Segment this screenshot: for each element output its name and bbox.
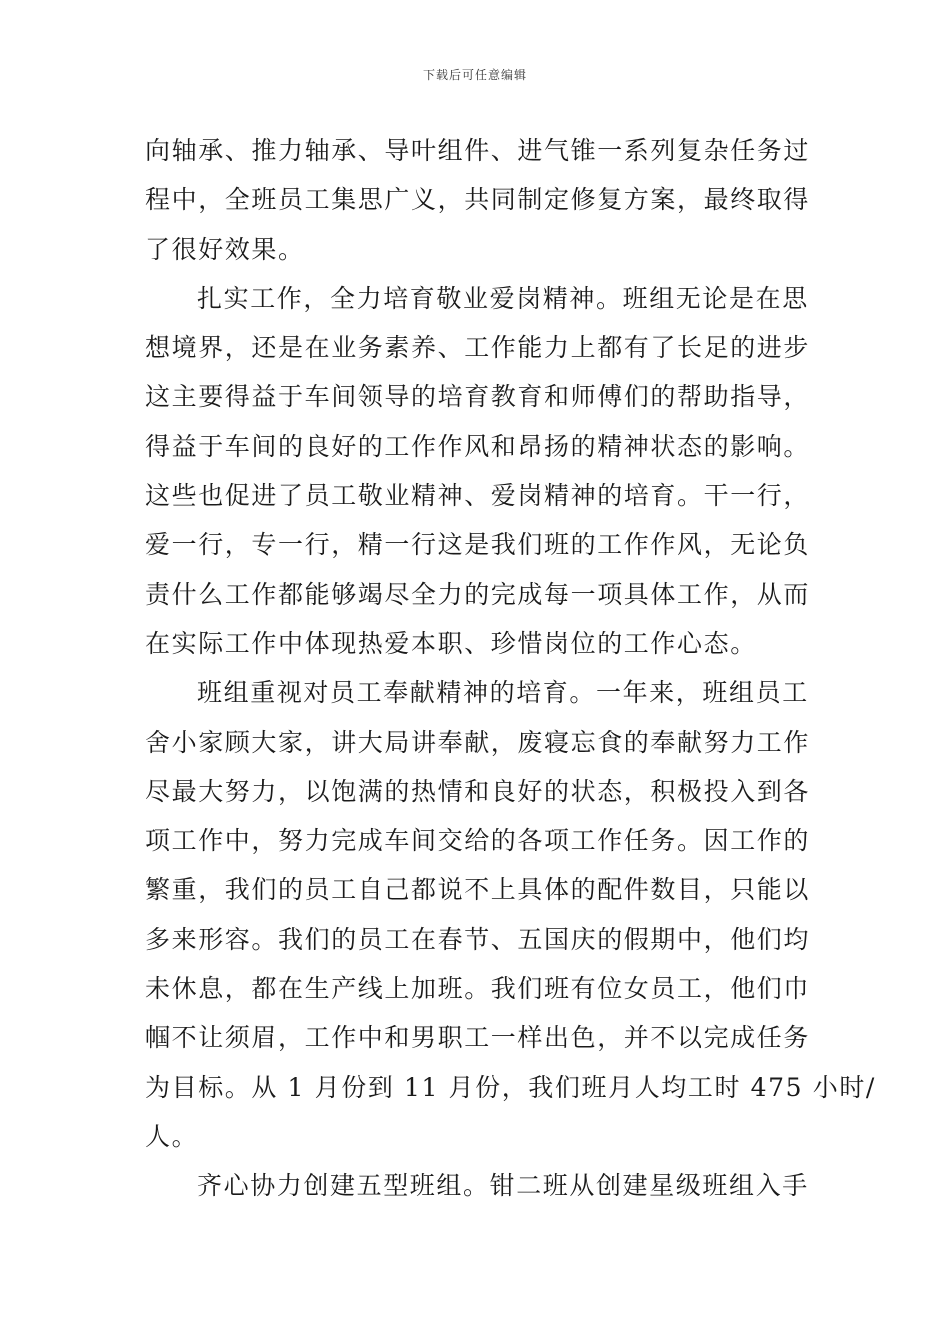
text-line: 班组重视对员工奉献精神的培育。一年来，班组员工 xyxy=(197,678,809,708)
text-line: 繁重，我们的员工自己都说不上具体的配件数目，只能以 xyxy=(145,875,811,905)
text-line: 程中，全班员工集思广义，共同制定修复方案，最终取得 xyxy=(145,185,811,215)
text-line: 齐心协力创建五型班组。钳二班从创建星级班组入手 xyxy=(197,1171,809,1201)
text-line: 想境界，还是在业务素养、工作能力上都有了长足的进步 xyxy=(145,333,811,363)
text-line: 为目标。从 1 月份到 11 月份，我们班月人均工时 475 小时/ xyxy=(145,1072,876,1102)
text-line: 未休息，都在生产线上加班。我们班有位女员工，他们巾 xyxy=(145,974,811,1004)
text-line: 扎实工作，全力培育敬业爱岗精神。班组无论是在思 xyxy=(197,283,809,313)
text-line: 这些也促进了员工敬业精神、爱岗精神的培育。干一行， xyxy=(145,481,811,511)
page-header: 下载后可任意编辑 xyxy=(422,68,527,82)
text-line: 了很好效果。 xyxy=(145,234,305,264)
text-line: 向轴承、推力轴承、导叶组件、进气锥一系列复杂任务过 xyxy=(145,136,811,165)
text-line: 人。 xyxy=(145,1121,199,1151)
body-text xyxy=(145,126,876,1211)
text-line: 多来形容。我们的员工在春节、五国庆的假期中，他们均 xyxy=(145,924,811,954)
text-line: 这主要得益于车间领导的培育教育和师傅们的帮助指导， xyxy=(145,382,811,412)
text-line: 责什么工作都能够竭尽全力的完成每一项具体工作，从而 xyxy=(145,579,811,609)
text-line: 舍小家顾大家，讲大局讲奉献，废寝忘食的奉献努力工作 xyxy=(145,727,811,757)
text-line: 得益于车间的良好的工作作风和昂扬的精神状态的影响。 xyxy=(145,431,811,461)
text-line: 爱一行，专一行，精一行这是我们班的工作作风，无论负 xyxy=(145,530,811,560)
text-line: 尽最大努力，以饱满的热情和良好的状态，积极投入到各 xyxy=(145,776,811,806)
text-line: 在实际工作中体现热爱本职、珍惜岗位的工作心态。 xyxy=(145,628,757,658)
text-line: 帼不让须眉，工作中和男职工一样出色，并不以完成任务 xyxy=(145,1023,811,1053)
text-line: 项工作中，努力完成车间交给的各项工作任务。因工作的 xyxy=(145,826,811,856)
